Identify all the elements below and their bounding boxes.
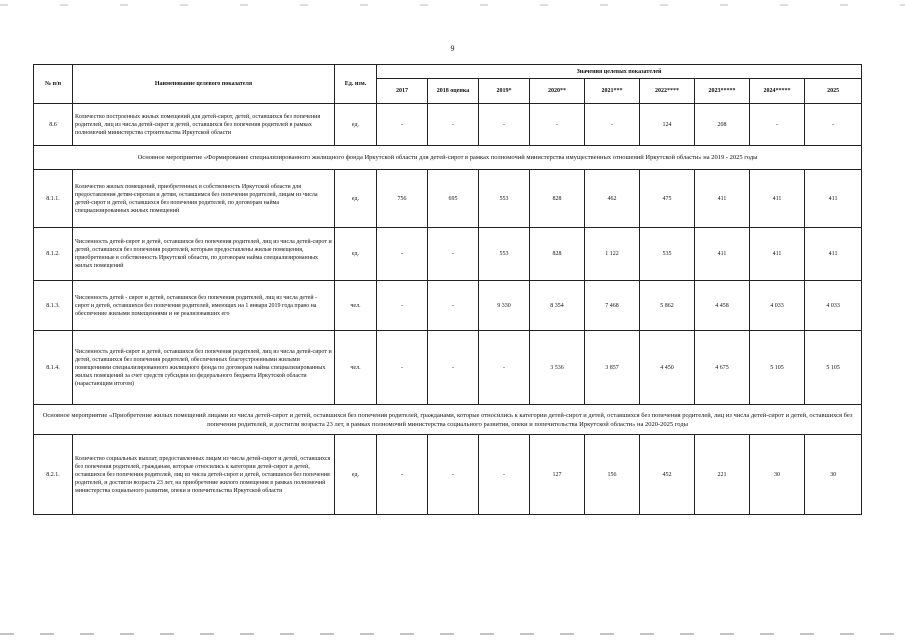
section-row [34, 405, 862, 435]
header-unit: Ед. изм. [335, 65, 377, 104]
row-value: 475 [640, 170, 695, 228]
header-year: 2024***** [750, 79, 805, 104]
row-value: - [805, 104, 862, 146]
row-value: - [377, 331, 428, 405]
row-value: - [750, 104, 805, 146]
header-year: 2022**** [640, 79, 695, 104]
row-value: 208 [695, 104, 750, 146]
scan-artifact-top [0, 4, 905, 6]
row-value: - [428, 435, 479, 515]
row-value: 4 033 [750, 281, 805, 331]
row-value: - [428, 104, 479, 146]
row-value: 4 458 [695, 281, 750, 331]
row-value: 411 [750, 228, 805, 281]
row-value: 3 536 [530, 331, 585, 405]
row-value: - [377, 104, 428, 146]
row-name: Количество социальных выплат, предоставленных лицам из числа детей-сирот и детей, оставшихся без попечения родителей, гражданам, которые относились к категории детей-сирот и детей, оставшихся без попечения родителей, лиц из числа детей-сирот и детей, оставшихся без попечения родителей, и достигли возраста 23 лет, на приобретение жилого помещения в рамках полномочий министерства социального развития, опеки и попечительства Иркутской области [73, 435, 335, 515]
row-value: 411 [750, 170, 805, 228]
header-year: 2019* [479, 79, 530, 104]
row-value: 1 122 [585, 228, 640, 281]
row-value: 553 [479, 228, 530, 281]
header-year: 2025 [805, 79, 862, 104]
row-value: - [479, 104, 530, 146]
row-value: - [479, 435, 530, 515]
row-name: Количество жилых помещений, приобретенных в собственность Иркутской области для предоставления детям-сиротам и детям, оставшимся без попечения родителей, лицам из числа детей-сирот и детей, оставшихся без попечения родителей, по договорам найма специализированных жилых помещений [73, 170, 335, 228]
row-value: 828 [530, 170, 585, 228]
table-row [34, 104, 862, 146]
row-value: - [377, 228, 428, 281]
table-row [34, 170, 862, 228]
row-value: 5 105 [805, 331, 862, 405]
row-value: 3 857 [585, 331, 640, 405]
row-value: 5 862 [640, 281, 695, 331]
header-year: 2021*** [585, 79, 640, 104]
page-number: 9 [450, 44, 455, 53]
row-value: 411 [695, 170, 750, 228]
header-num: № п/п [34, 65, 73, 104]
row-value: - [428, 281, 479, 331]
row-value: 8 354 [530, 281, 585, 331]
scan-artifact-bottom [0, 633, 905, 635]
indicators-table [33, 64, 862, 515]
row-name: Численность детей - сирот и детей, оставшихся без попечения родителей, лиц из числа детей - сирот и детей, оставшихся без попечения родителей, имеющих на 1 января 2019 года право на обеспечение жилыми помещениями и не реализовавших его [73, 281, 335, 331]
row-name: Количество построенных жилых помещений для детей-сирот, детей, оставшихся без попечения родителей, лиц из числа детей-сирот и детей, оставшихся без попечения родителей в рамках полномочий министерства строительства Иркутской области [73, 104, 335, 146]
row-value: 4 450 [640, 331, 695, 405]
row-value: 4 033 [805, 281, 862, 331]
section-title: Основное мероприятие «Приобретение жилых помещений лицами из числа детей-сирот и детей, оставшихся без попечения родителей, гражданами, которые относились к категории детей-сирот и детей, оставшихся без попечения родителей, лиц из числа детей-сирот и детей, оставшихся без попечения родителей, и достигли возраста 23 лет, в рамках полномочий министерства социального развития, опеки и попечительства Иркутской области» на 2020-2025 годы [34, 405, 862, 435]
row-unit: ед. [335, 435, 377, 515]
row-num: 8.1.4. [34, 331, 73, 405]
row-value: 124 [640, 104, 695, 146]
table-row [34, 435, 862, 515]
row-num: 8.1.2. [34, 228, 73, 281]
row-num: 8.1.1. [34, 170, 73, 228]
row-value: - [428, 331, 479, 405]
row-value: 462 [585, 170, 640, 228]
row-num: 8.6 [34, 104, 73, 146]
row-value: 411 [695, 228, 750, 281]
header-year: 2018 оценка [428, 79, 479, 104]
row-num: 8.2.1. [34, 435, 73, 515]
row-unit: ед. [335, 170, 377, 228]
row-value: - [377, 281, 428, 331]
table-row [34, 331, 862, 405]
row-name: Численность детей-сирот и детей, оставшихся без попечения родителей, лиц из числа детей-сирот и детей, оставшихся без попечения родителей, обеспеченных благоустроенными жилыми помещениями специализированного жилищного фонда по договорам найма специализированных жилых помещений за счет средств субсидии из федерального бюджета Иркутской области (нарастающим итогом) [73, 331, 335, 405]
row-value: 553 [479, 170, 530, 228]
row-value: 30 [805, 435, 862, 515]
row-value: 5 105 [750, 331, 805, 405]
row-unit: ед. [335, 228, 377, 281]
row-value: 7 468 [585, 281, 640, 331]
header-year: 2017 [377, 79, 428, 104]
row-value: 30 [750, 435, 805, 515]
row-unit: чел. [335, 281, 377, 331]
header-values-group: Значения целевых показателей [377, 65, 862, 79]
section-row [34, 146, 862, 170]
row-value: 127 [530, 435, 585, 515]
row-value: - [585, 104, 640, 146]
section-title: Основное мероприятие «Формирование специализированного жилищного фонда Иркутской области для детей-сирот в рамках полномочий министерства имущественных отношений Иркутской области» на 2019 - 2025 годы [34, 146, 862, 170]
row-value: 411 [805, 228, 862, 281]
header-year: 2023***** [695, 79, 750, 104]
header-year: 2020** [530, 79, 585, 104]
row-num: 8.1.3. [34, 281, 73, 331]
row-value: 9 330 [479, 281, 530, 331]
row-unit: ед. [335, 104, 377, 146]
table-row [34, 281, 862, 331]
row-name: Численность детей-сирот и детей, оставшихся без попечения родителей, лиц из числа детей-сирот и детей, оставшихся без попечения родителей, которым предоставлены жилые помещения, приобретенные в собственность Иркутской области, по договорам найма специализированных жилых помещений [73, 228, 335, 281]
header-name: Наименование целевого показателя [73, 65, 335, 104]
table-row [34, 228, 862, 281]
row-value: - [479, 331, 530, 405]
row-value: 756 [377, 170, 428, 228]
row-value: 695 [428, 170, 479, 228]
row-value: 828 [530, 228, 585, 281]
row-value: - [377, 435, 428, 515]
row-value: 4 675 [695, 331, 750, 405]
row-value: - [530, 104, 585, 146]
row-unit: чел. [335, 331, 377, 405]
row-value: 411 [805, 170, 862, 228]
row-value: 535 [640, 228, 695, 281]
row-value: 221 [695, 435, 750, 515]
row-value: 452 [640, 435, 695, 515]
row-value: 156 [585, 435, 640, 515]
row-value: - [428, 228, 479, 281]
